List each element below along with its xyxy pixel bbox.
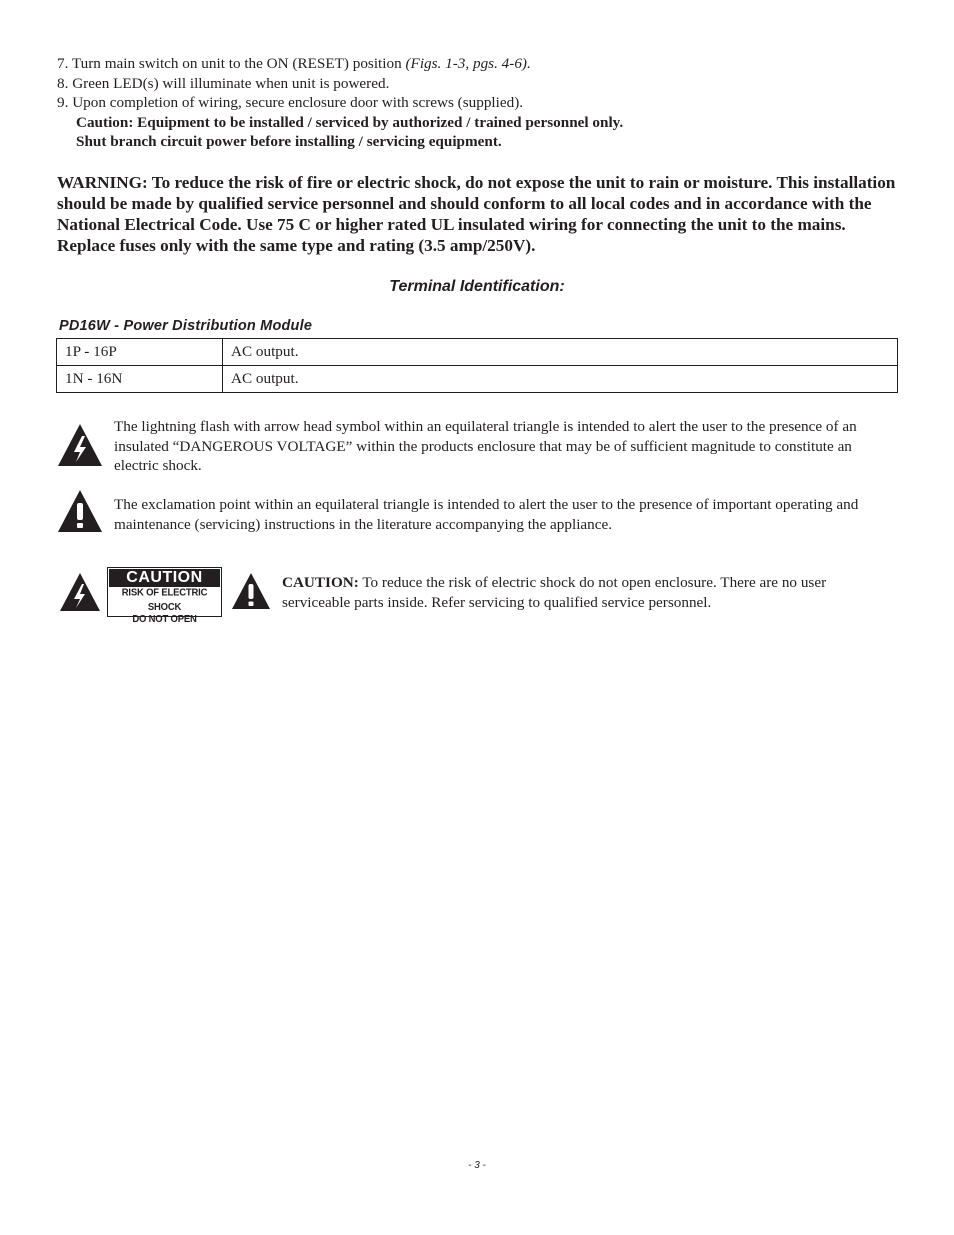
table-row [57, 339, 898, 366]
caution-line-1: Caution: Equipment to be installed / serviced by authorized / trained personnel only. [76, 113, 624, 131]
step-8: 8. Green LED(s) will illuminate when unit is powered. [57, 74, 390, 92]
table-row [57, 366, 898, 393]
section-title: Terminal Identification: [389, 278, 565, 295]
table-title: PD16W - Power Distribution Module [59, 318, 313, 334]
terminal-cell: 1N - 16N [57, 366, 223, 393]
lightning-symbol-text: The lightning flash with arrow head symbol within an equilateral triangle is intended to alert the user to the presence of an insulated “DANGEROUS VOLTAGE” within the products enclosure that may be of sufficient magnitude to constitute an electric shock. [114, 418, 857, 474]
terminal-table [56, 338, 898, 393]
caution-line-2: Shut branch circuit power before installing / servicing equipment. [76, 133, 502, 150]
terminal-cell: 1P - 16P [57, 339, 223, 366]
exclamation-triangle-icon [57, 489, 103, 533]
exclamation-triangle-icon [231, 572, 271, 610]
exclamation-symbol-text: The exclamation point within an equilateral triangle is intended to alert the user to the presence of important operating and maintenance (servicing) instructions in the literature accompanying the appliance. [114, 496, 859, 533]
caution-label-line1: RISK OF ELECTRIC SHOCK [121, 586, 208, 614]
step-7: 7. Turn main switch on unit to the ON (RESET) position (Figs. 1-3, pgs. 4-6). [57, 55, 531, 72]
caution-label-title: CAUTION [109, 569, 220, 587]
caution-label [107, 567, 222, 626]
figure-reference: (Figs. 1-3, pgs. 4-6). [405, 55, 531, 72]
installation-steps [57, 54, 917, 152]
warning-paragraph: WARNING: To reduce the risk of fire or electric shock, do not expose the unit to rain or moisture. This installation should be made by qualified service personnel and should conform to all local codes and in accordance with the National Electrical Code. Use 75 C or higher rated UL insulated wiring for connecting the unit to the mains. Replace fuses only with the same type and rating (3.5 amp/250V). [57, 173, 896, 255]
caution-label-line2: DO NOT OPEN [132, 613, 197, 626]
description-cell: AC output. [223, 339, 898, 366]
lightning-triangle-icon [59, 572, 101, 612]
page-number: - 3 - [468, 1160, 486, 1171]
step-9: 9. Upon completion of wiring, secure enclosure door with screws (supplied). [57, 94, 524, 111]
description-cell: AC output. [223, 366, 898, 393]
caution-notice: CAUTION: To reduce the risk of electric shock do not open enclosure. There are no user serviceable parts inside. Refer servicing to qualified service personnel. [282, 574, 827, 611]
lightning-triangle-icon [57, 422, 103, 468]
